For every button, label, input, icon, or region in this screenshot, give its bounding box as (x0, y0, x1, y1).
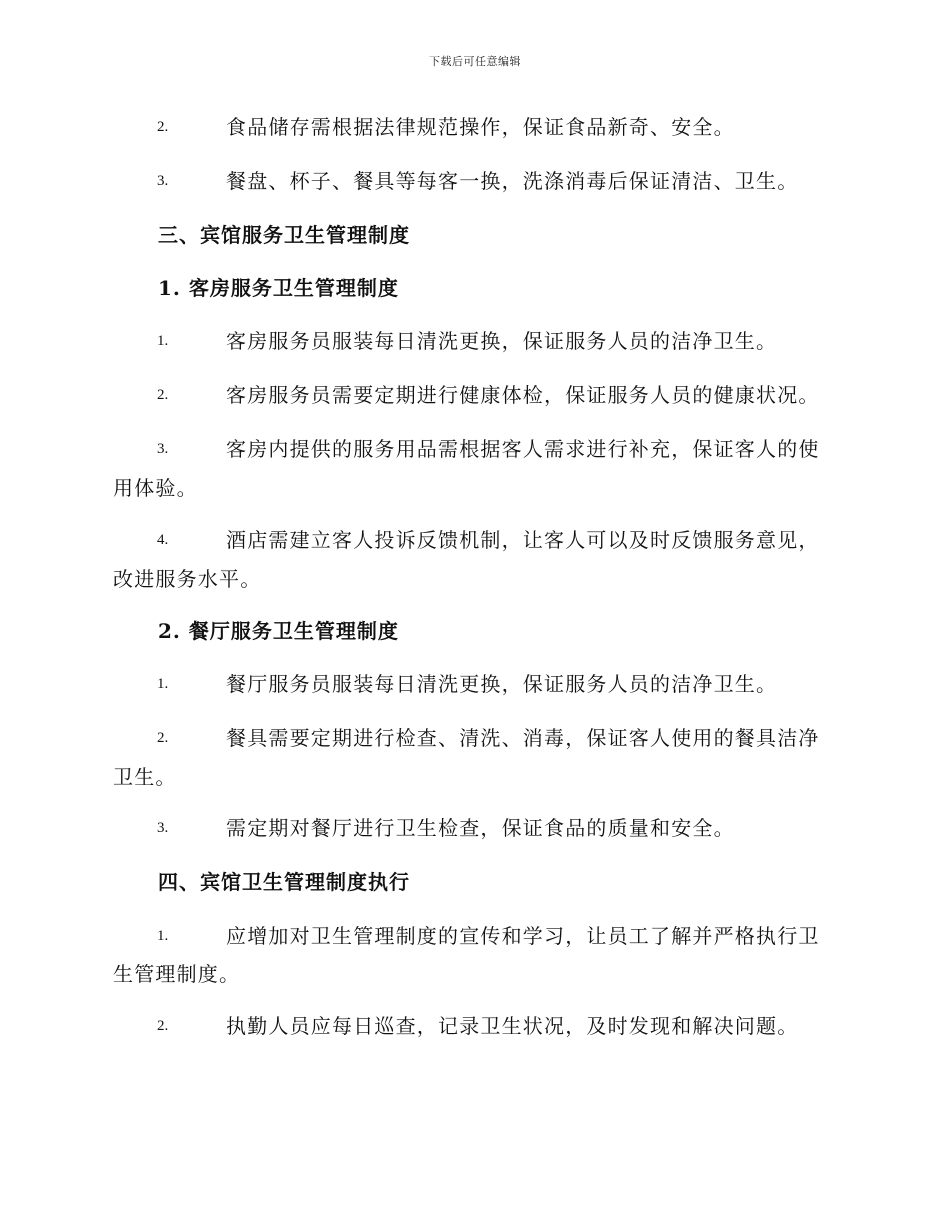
item-text: 应增加对卫生管理制度的宣传和学习，让员工了解并严格执行卫 (226, 924, 820, 948)
item-number: 1. (157, 928, 169, 944)
item-number: 2. (157, 1018, 169, 1034)
item-text: 餐盘、杯子、餐具等每客一换，洗涤消毒后保证清洁、卫生。 (226, 169, 799, 193)
item-number: 2. (157, 119, 169, 135)
item-text: 食品储存需根据法律规范操作，保证食品新奇、安全。 (226, 115, 735, 139)
item-text-continuation: 卫生。 (113, 765, 177, 789)
item-text: 客房服务员服装每日清洗更换，保证服务人员的洁净卫生。 (226, 329, 778, 353)
item-text: 执勤人员应每日巡查，记录卫生状况，及时发现和解决问题。 (226, 1014, 799, 1038)
item-number: 2. (157, 387, 169, 403)
item-text-continuation: 改进服务水平。 (113, 567, 262, 591)
item-text: 客房服务员需要定期进行健康体检，保证服务人员的健康状况。 (226, 383, 820, 407)
item-text: 酒店需建立客人投诉反馈机制，让客人可以及时反馈服务意见， (226, 528, 820, 552)
page-header: 下载后可任意编辑 (429, 55, 521, 68)
item-text-continuation: 生管理制度。 (113, 962, 241, 986)
item-number: 4. (157, 532, 169, 548)
item-text: 餐厅服务员服装每日清洗更换，保证服务人员的洁净卫生。 (226, 672, 778, 696)
item-number: 1. (157, 676, 169, 692)
item-number: 3. (157, 173, 169, 189)
section-heading: 四、宾馆卫生管理制度执行 (158, 870, 410, 894)
subsection-heading: 2. 餐厅服务卫生管理制度 (158, 619, 399, 643)
item-text-continuation: 用体验。 (113, 476, 198, 500)
subsection-heading: 1. 客房服务卫生管理制度 (158, 276, 399, 300)
item-number: 3. (157, 441, 169, 457)
item-text: 需定期对餐厅进行卫生检查，保证食品的质量和安全。 (226, 816, 735, 840)
item-number: 1. (157, 333, 169, 349)
item-number: 2. (157, 730, 169, 746)
item-text: 客房内提供的服务用品需根据客人需求进行补充，保证客人的使 (226, 437, 820, 461)
item-text: 餐具需要定期进行检查、清洗、消毒，保证客人使用的餐具洁净 (226, 726, 820, 750)
section-heading: 三、宾馆服务卫生管理制度 (158, 223, 410, 247)
item-number: 3. (157, 820, 169, 836)
